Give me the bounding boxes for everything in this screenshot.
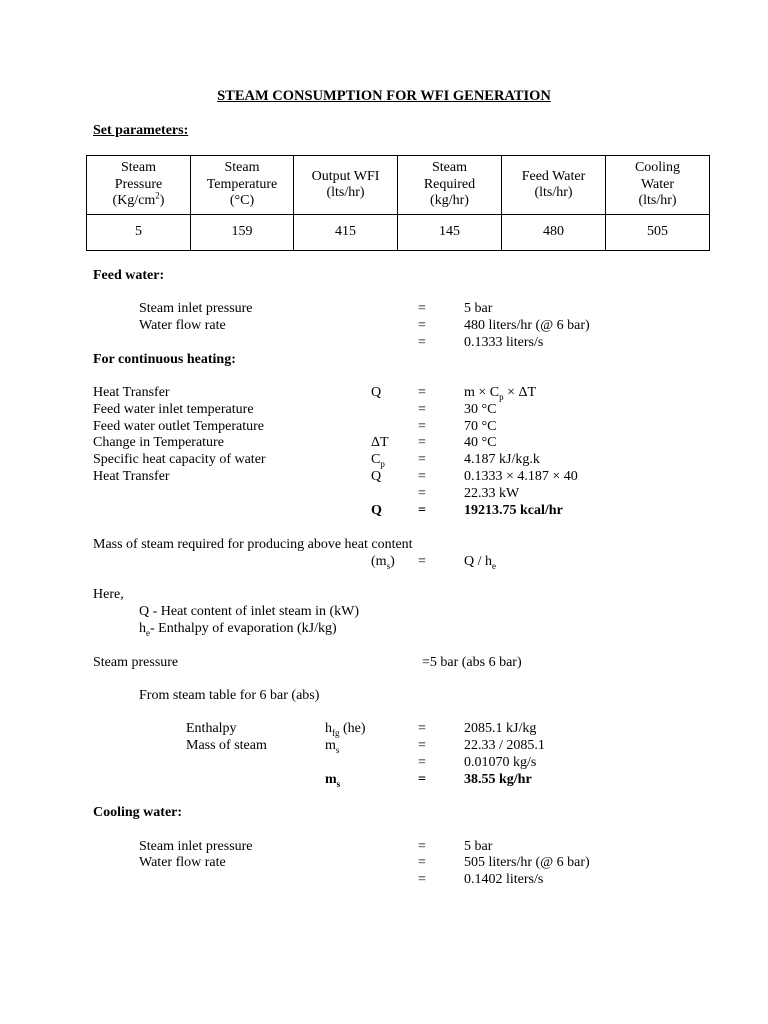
row-label: Heat Transfer (93, 469, 170, 484)
row-value: 22.33 / 2085.1 (464, 738, 545, 753)
equals-sign: = (418, 318, 426, 333)
row-symbol: $h_{fg}$ (he) (325, 721, 366, 738)
row-value: 0.1402 liters/s (464, 872, 544, 887)
row-label: Feed water inlet temperature (93, 402, 254, 417)
row-label: Mass of steam (186, 738, 267, 753)
set-parameters-heading: Set parameters: (93, 123, 189, 138)
row-value: 0.01070 kg/s (464, 755, 537, 770)
equals-sign: = (418, 486, 426, 501)
row-symbol: $m_s$ (325, 738, 340, 755)
row-label: Water flow rate (139, 318, 226, 333)
equals-sign: = (418, 839, 426, 854)
mass-steam-text: Mass of steam required for producing above heat content (93, 537, 413, 552)
table-cell: 480 (502, 215, 606, 251)
equals-sign: = (418, 721, 426, 736)
row-value: 4.187 kJ/kg.k (464, 452, 540, 467)
header-cooling-water: Cooling Water (lts/hr) (606, 156, 710, 215)
row-value: 480 liters/hr (@ 6 bar) (464, 318, 590, 333)
row-value: 30 °C (464, 402, 497, 417)
row-symbol: $m_s$ (325, 772, 341, 789)
equals-sign: = (418, 554, 426, 569)
equals-sign: = (418, 452, 426, 467)
row-value: Q / $h_e$ (464, 554, 496, 571)
definition-line: Q - Heat content of inlet steam in (kW) (139, 604, 360, 619)
row-symbol: ΔT (371, 435, 389, 450)
table-cell: 415 (294, 215, 398, 251)
row-value: 5 bar (464, 301, 493, 316)
header-steam-required: Steam Required (kg/hr) (398, 156, 502, 215)
steam-mass-result: 38.55 kg/hr (464, 772, 532, 787)
cooling-water-heading: Cooling water: (93, 805, 183, 820)
header-feed-water: Feed Water (lts/hr) (502, 156, 606, 215)
table-cell: 145 (398, 215, 502, 251)
steam-pressure-value: =5 bar (abs 6 bar) (422, 655, 522, 670)
row-label: Water flow rate (139, 855, 226, 870)
header-output-wfi: Output WFI (lts/hr) (294, 156, 398, 215)
equals-sign: = (418, 503, 426, 518)
row-value: 40 °C (464, 435, 497, 450)
table-cell: 159 (191, 215, 294, 251)
equals-sign: = (418, 738, 426, 753)
steam-pressure-label: Steam pressure (93, 655, 179, 670)
page-title: STEAM CONSUMPTION FOR WFI GENERATION (217, 88, 551, 104)
row-label: Feed water outlet Temperature (93, 419, 264, 434)
row-label: Steam inlet pressure (139, 301, 253, 316)
row-symbol: Q (371, 385, 382, 400)
equals-sign: = (418, 435, 426, 450)
here-label: Here, (93, 587, 124, 602)
table-header-row (87, 156, 710, 215)
row-value: 0.1333 × 4.187 × 40 (464, 469, 578, 484)
table-cell: 5 (87, 215, 191, 251)
row-value: 2085.1 kJ/kg (464, 721, 537, 736)
equals-sign: = (418, 772, 426, 787)
row-value: $m \times C_p \times \Delta T$ (464, 385, 537, 402)
equals-sign: = (418, 301, 426, 316)
definition-line: $h_e-$ Enthalpy of evaporation (kJ/kg) (139, 621, 337, 638)
row-label: Enthalpy (186, 721, 237, 736)
table-row (87, 215, 710, 251)
row-value: 505 liters/hr (@ 6 bar) (464, 855, 590, 870)
steam-table-text: From steam table for 6 bar (abs) (139, 688, 320, 703)
equals-sign: = (418, 755, 426, 770)
equals-sign: = (418, 872, 426, 887)
row-value: 0.1333 liters/s (464, 335, 544, 350)
equals-sign: = (418, 855, 426, 870)
row-label: Steam inlet pressure (139, 839, 253, 854)
parameters-table (86, 155, 710, 251)
continuous-heating-heading: For continuous heating: (93, 352, 236, 367)
heat-transfer-result: 19213.75 kcal/hr (464, 503, 563, 518)
equals-sign: = (418, 419, 426, 434)
row-symbol: Q (371, 503, 382, 518)
row-label: Specific heat capacity of water (93, 452, 266, 467)
header-steam-pressure: Steam Pressure $(Kg/cm^2)$ (87, 156, 191, 215)
row-symbol: Q (371, 469, 382, 484)
header-steam-temperature: Steam Temperature (°C) (191, 156, 294, 215)
equals-sign: = (418, 385, 426, 400)
table-cell: 505 (606, 215, 710, 251)
row-label: Change in Temperature (93, 435, 224, 450)
row-value: 5 bar (464, 839, 493, 854)
equals-sign: = (418, 402, 426, 417)
equals-sign: = (418, 469, 426, 484)
row-label: Heat Transfer (93, 385, 170, 400)
equals-sign: = (418, 335, 426, 350)
row-value: 70 °C (464, 419, 497, 434)
row-value: 22.33 kW (464, 486, 520, 501)
feed-water-heading: Feed water: (93, 268, 165, 283)
row-symbol: $C_p$ (371, 452, 385, 469)
row-symbol: $(m_s)$ (371, 554, 395, 571)
